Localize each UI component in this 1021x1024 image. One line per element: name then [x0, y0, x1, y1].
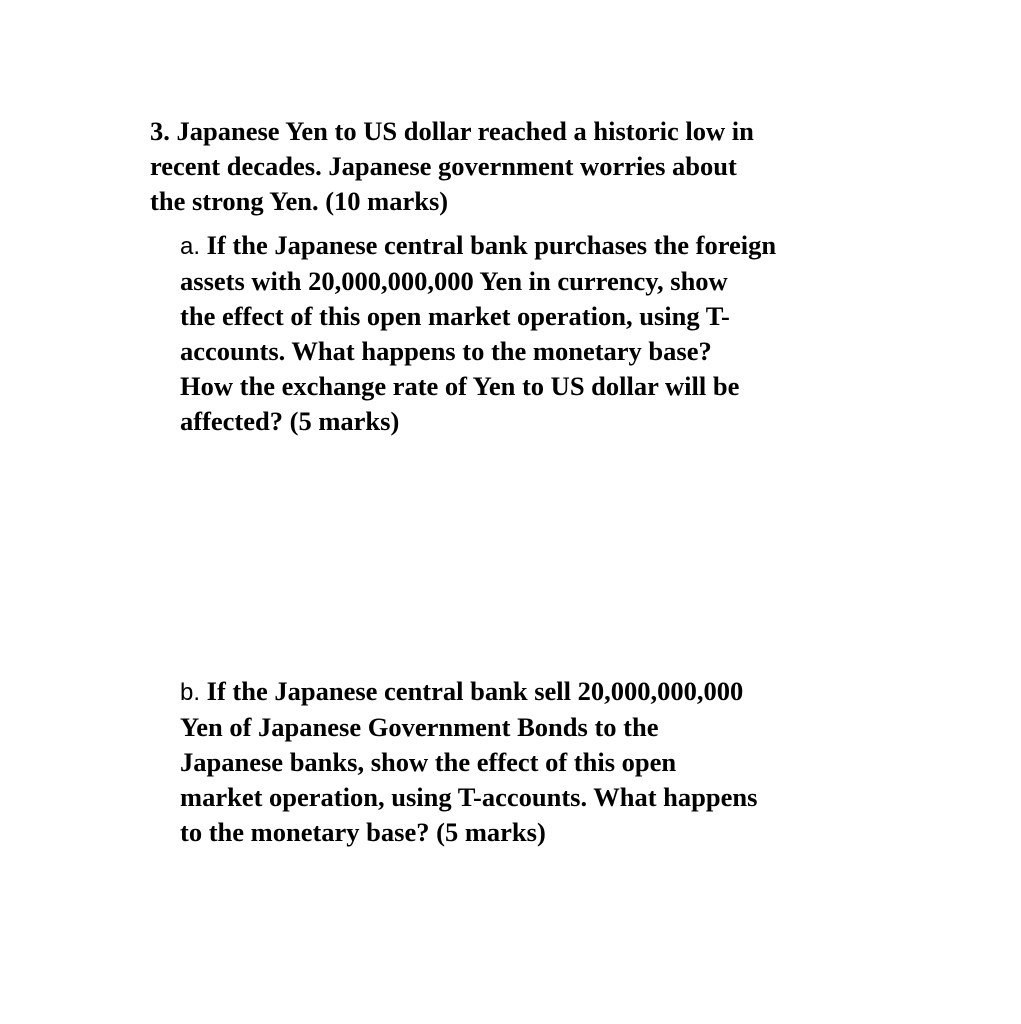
part-a-line-4: accounts. What happens to the monetary base?: [180, 336, 712, 366]
question-3-text: [150, 114, 870, 219]
part-b-line-4: market operation, using T-accounts. What happens: [180, 782, 758, 812]
part-b-line-1: If the Japanese central bank sell 20,000,000,000: [206, 676, 744, 706]
question-3: [150, 114, 870, 219]
question-line-1: Japanese Yen to US dollar reached a historic low in: [176, 116, 754, 146]
question-number: 3.: [150, 116, 170, 146]
part-b: [180, 674, 911, 850]
part-a-line-1: If the Japanese central bank purchases the foreign: [206, 230, 777, 260]
part-a-line-3: the effect of this open market operation, using T-: [180, 301, 730, 331]
part-a-line-2: assets with 20,000,000,000 Yen in currency, show: [180, 266, 728, 296]
part-b-line-3: Japanese banks, show the effect of this open: [180, 747, 677, 777]
question-line-3: the strong Yen. (10 marks): [150, 186, 449, 216]
part-b-line-5: to the monetary base? (5 marks): [180, 817, 546, 847]
part-b-letter: b.: [180, 679, 201, 706]
part-b-line-2: Yen of Japanese Government Bonds to the: [180, 712, 659, 742]
part-a-line-5: How the exchange rate of Yen to US dollar will be: [180, 371, 740, 401]
part-a-line-6: affected? (5 marks): [180, 406, 400, 436]
part-a: [180, 228, 911, 439]
part-a-letter: a.: [180, 233, 201, 260]
question-line-2: recent decades. Japanese government worries about: [150, 151, 737, 181]
